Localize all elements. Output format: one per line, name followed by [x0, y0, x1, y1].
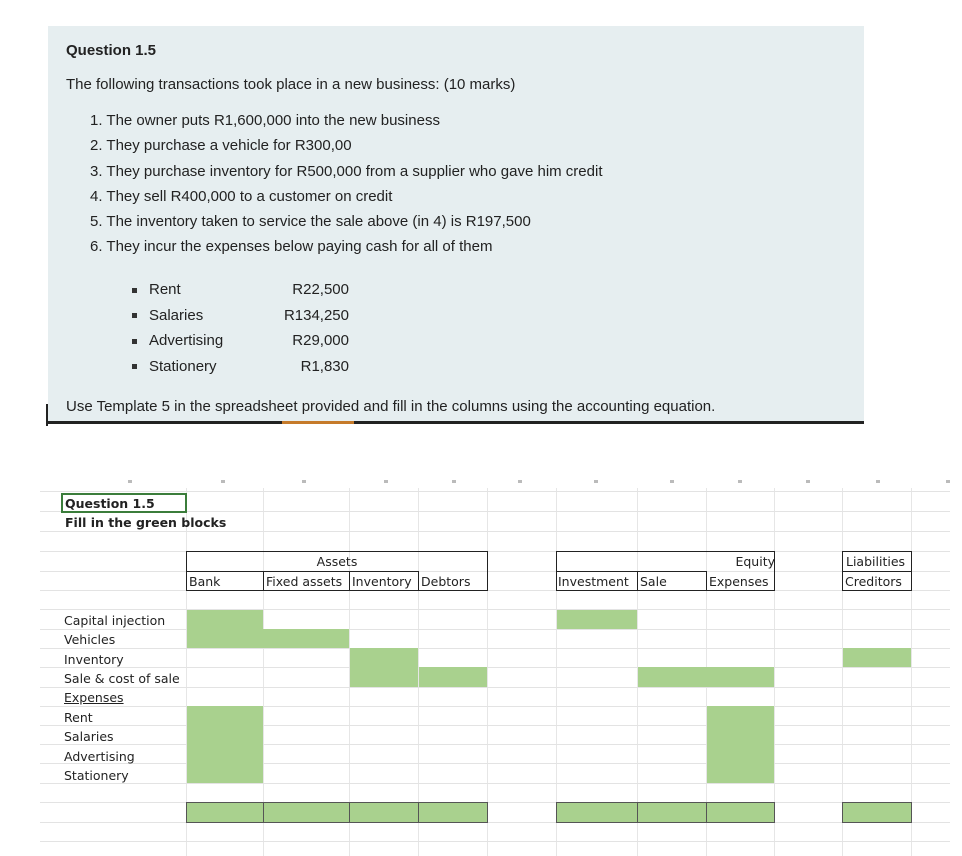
row-capital-injection: Capital injection — [64, 613, 166, 628]
answer-block-debtors[interactable] — [419, 667, 487, 687]
expense-label: Stationery — [149, 357, 217, 375]
gridline — [40, 491, 950, 492]
question-footer: Use Template 5 in the spreadsheet provided and fill in the columns using the accounting equation. — [66, 398, 716, 415]
total-expenses[interactable] — [706, 802, 775, 823]
total-investment[interactable] — [556, 802, 638, 823]
gridline — [40, 648, 950, 649]
column-creditors: Creditors — [845, 574, 902, 589]
gridline — [40, 590, 950, 591]
expense-list — [132, 277, 349, 379]
expense-amount: R29,000 — [292, 332, 349, 349]
row-salaries: Salaries — [64, 729, 114, 744]
expense-label: Advertising — [149, 332, 224, 349]
column-tick — [128, 480, 132, 483]
assets-group-label: Assets — [316, 554, 358, 569]
gridline — [842, 488, 843, 856]
row-expenses-heading: Expenses — [64, 690, 124, 705]
expense-item — [132, 354, 349, 380]
gridline — [40, 551, 950, 552]
total-inventory[interactable] — [349, 802, 419, 823]
spreadsheet — [0, 468, 962, 856]
column-tick — [806, 480, 810, 483]
row-stationery: Stationery — [64, 768, 129, 783]
gridline — [40, 822, 950, 823]
transaction-item: 4. They sell R400,000 to a customer on credit — [90, 187, 393, 205]
gridline — [40, 725, 950, 726]
expense-label: Rent — [149, 281, 181, 298]
transaction-item: 1. The owner puts R1,600,000 into the new business — [90, 112, 440, 129]
question-panel — [48, 26, 864, 424]
transaction-item: 2. They purchase a vehicle for R300,00 — [90, 137, 352, 155]
gridline — [40, 571, 950, 572]
answer-block-expenses-bank[interactable] — [187, 706, 263, 783]
column-inventory: Inventory — [352, 574, 412, 589]
answer-block-sale[interactable] — [638, 667, 774, 687]
column-tick — [221, 480, 225, 483]
gridline — [40, 629, 950, 630]
total-creditors[interactable] — [842, 802, 912, 823]
row-rent: Rent — [64, 710, 93, 725]
answer-block-vehicles[interactable] — [187, 629, 349, 648]
gridline — [774, 488, 775, 856]
total-sale[interactable] — [637, 802, 707, 823]
expense-item — [132, 328, 349, 354]
gridline — [186, 488, 187, 856]
column-tick — [384, 480, 388, 483]
answer-block-creditors[interactable] — [843, 648, 911, 667]
gridline — [911, 488, 912, 856]
transaction-item: 5. The inventory taken to service the sale above (in 4) is R197,500 — [90, 213, 531, 231]
transaction-list — [90, 108, 603, 260]
scroll-indicator — [282, 421, 354, 424]
question-title: Question 1.5 — [66, 42, 157, 59]
gridline — [40, 763, 950, 764]
column-expenses: Expenses — [709, 574, 769, 589]
gridline — [40, 531, 950, 532]
expense-amount: R22,500 — [292, 281, 349, 298]
column-tick — [738, 480, 742, 483]
column-tick — [518, 480, 522, 483]
panel-edge — [46, 404, 48, 426]
gridline — [40, 667, 950, 668]
total-debtors[interactable] — [418, 802, 488, 823]
sheet-title: Question 1.5 — [65, 496, 155, 511]
expense-amount: R134,250 — [283, 306, 349, 324]
equity-group-label — [556, 554, 775, 569]
row-inventory: Inventory — [64, 652, 124, 667]
liabilities-group-label: Liabilities — [846, 554, 906, 569]
answer-block-capital-investment[interactable] — [557, 610, 637, 629]
sheet-subtitle: Fill in the green blocks — [65, 515, 227, 530]
transaction-item: 6. They incur the expenses below paying cash for all of them — [90, 238, 493, 256]
row-advertising: Advertising — [64, 749, 135, 764]
bullet-icon — [132, 288, 137, 293]
gridline — [40, 706, 950, 707]
expense-item — [132, 303, 349, 329]
transaction-item: 3. They purchase inventory for R500,000 from a supplier who gave him credit — [90, 162, 603, 180]
gridline — [556, 488, 557, 856]
gridline — [40, 744, 950, 745]
question-intro: The following transactions took place in a new business: (10 marks) — [66, 76, 516, 93]
column-fixed-assets: Fixed assets — [266, 574, 343, 589]
bullet-icon — [132, 339, 137, 344]
bullet-icon — [132, 364, 137, 369]
column-sale: Sale — [640, 574, 667, 589]
gridline — [263, 488, 264, 856]
answer-block-expenses-equity[interactable] — [707, 706, 774, 783]
row-sale-cost: Sale & cost of sale — [64, 671, 180, 686]
gridline — [40, 802, 950, 803]
column-investment: Investment — [558, 574, 629, 589]
gridline — [40, 687, 950, 688]
expense-item — [132, 277, 349, 303]
column-tick — [594, 480, 598, 483]
column-bank: Bank — [189, 574, 221, 589]
column-tick — [876, 480, 880, 483]
column-tick — [670, 480, 674, 483]
bullet-icon — [132, 313, 137, 318]
gridline — [40, 609, 950, 610]
column-tick — [302, 480, 306, 483]
row-vehicles: Vehicles — [64, 632, 116, 647]
answer-block-capital-bank[interactable] — [187, 610, 263, 629]
column-tick — [946, 480, 950, 483]
gridline — [40, 783, 950, 784]
total-bank[interactable] — [186, 802, 264, 823]
gridline — [487, 488, 488, 856]
expense-label: Salaries — [149, 306, 204, 324]
gridline — [40, 841, 950, 842]
total-fixed-assets[interactable] — [263, 802, 350, 823]
column-debtors: Debtors — [421, 574, 471, 589]
answer-block-inventory[interactable] — [350, 648, 418, 687]
expense-amount: R1,830 — [300, 357, 349, 375]
equity-label-text: Equity — [735, 554, 775, 569]
column-tick — [452, 480, 456, 483]
